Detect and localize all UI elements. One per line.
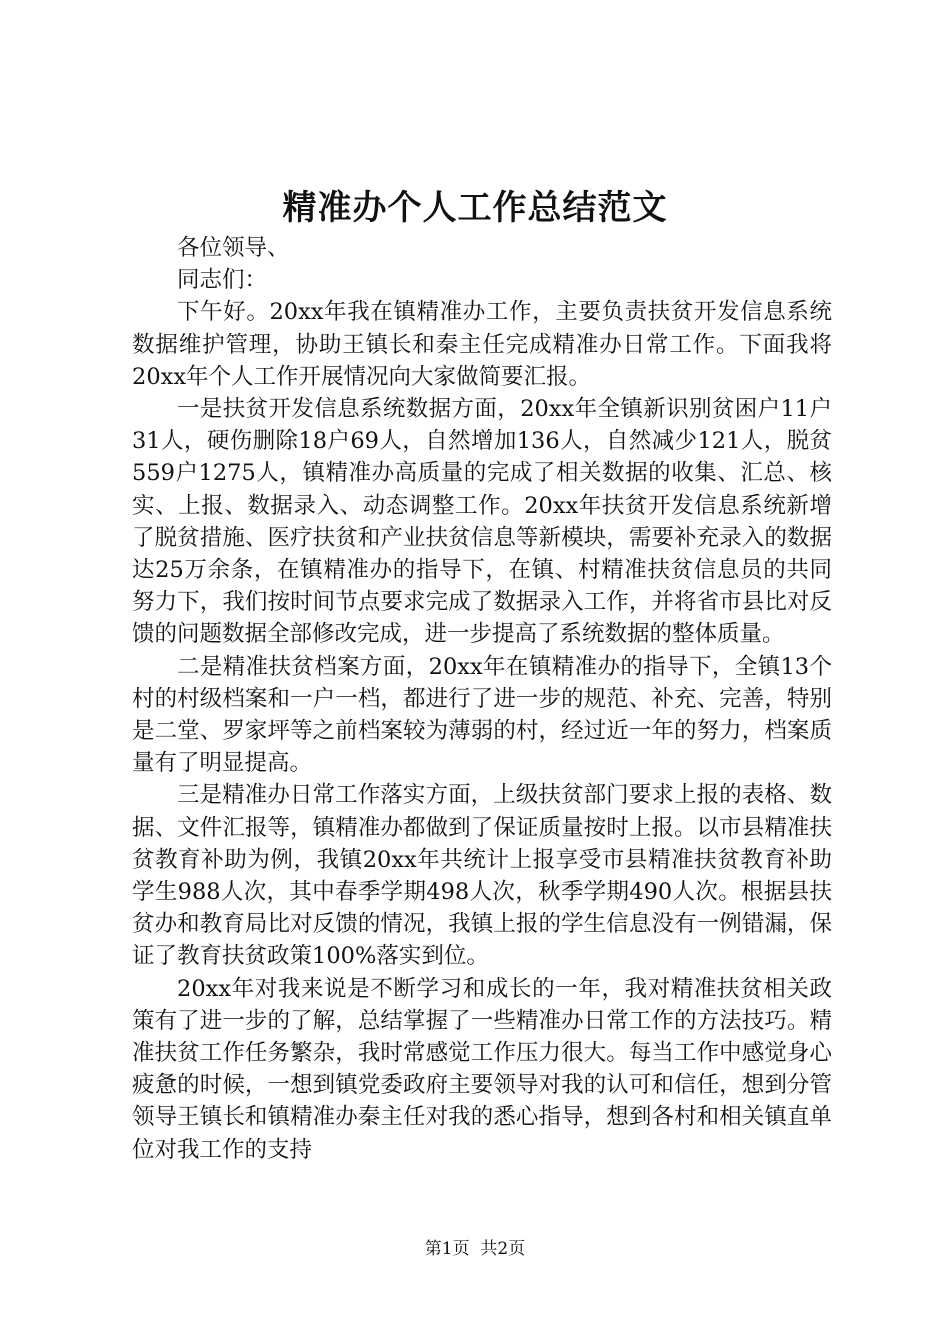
salutation-line: 同志们： (177, 267, 268, 294)
page-footer (0, 1237, 950, 1261)
page-number: 第1页 共2页 (424, 1239, 526, 1259)
document-title: 精准办个人工作总结范文 (282, 188, 668, 228)
document-body (132, 232, 832, 1166)
body-paragraph: 下午好。20xx年我在镇精准办工作，主要负责扶贫开发信息系统数据维护管理，协助王镇长和秦主任完成精准办日常工作。下面我将20xx年个人工作开展情况向大家做简要汇报。 (132, 299, 832, 390)
body-paragraph: 三是精准办日常工作落实方面，上级扶贫部门要求上报的表格、数据、文件汇报等，镇精准办都做到了保证质量按时上报。以市县精准扶贫教育补助为例，我镇20xx年共统计上报享受市县精准扶贫教育补助学生988人次，其中春季学期498人次，秋季学期490人次。根据县扶贫办和教育局比对反馈的情况，我镇上报的学生信息没有一例错漏，保证了教育扶贫政策100%落实到位。 (132, 782, 832, 970)
body-paragraph: 二是精准扶贫档案方面，20xx年在镇精准办的指导下，全镇13个村的村级档案和一户一档，都进行了进一步的规范、补充、完善，特别是二堂、罗家坪等之前档案较为薄弱的村，经过近一年的努力，档案质量有了明显提高。 (132, 653, 832, 777)
salutation-line: 各位领导、 (177, 235, 290, 261)
body-paragraph: 一是扶贫开发信息系统数据方面，20xx年全镇新识别贫困户11户31人，硬伤删除18户69人，自然增加136人，自然减少121人，脱贫559户1275人，镇精准办高质量的完成了相关数据的收集、汇总、核实、上报、数据录入、动态调整工作。20xx年扶贫开发信息系统新增了脱贫措施、医疗扶贫和产业扶贫信息等新模块，需要补充录入的数据达25万余条，在镇精准办的指导下，在镇、村精准扶贫信息员的共同努力下，我们按时间节点要求完成了数据录入工作，并将省市县比对反馈的问题数据全部修改完成，进一步提高了系统数据的整体质量。 (132, 396, 832, 648)
body-paragraph: 20xx年对我来说是不断学习和成长的一年，我对精准扶贫相关政策有了进一步的了解，总结掌握了一些精准办日常工作的方法技巧。精准扶贫工作任务繁杂，我时常感觉工作压力很大。每当工作中感觉身心疲惫的时候，一想到镇党委政府主要领导对我的认可和信任，想到分管领导王镇长和镇精准办秦主任对我的悉心指导，想到各村和相关镇直单位对我工作的支持 (132, 975, 832, 1163)
